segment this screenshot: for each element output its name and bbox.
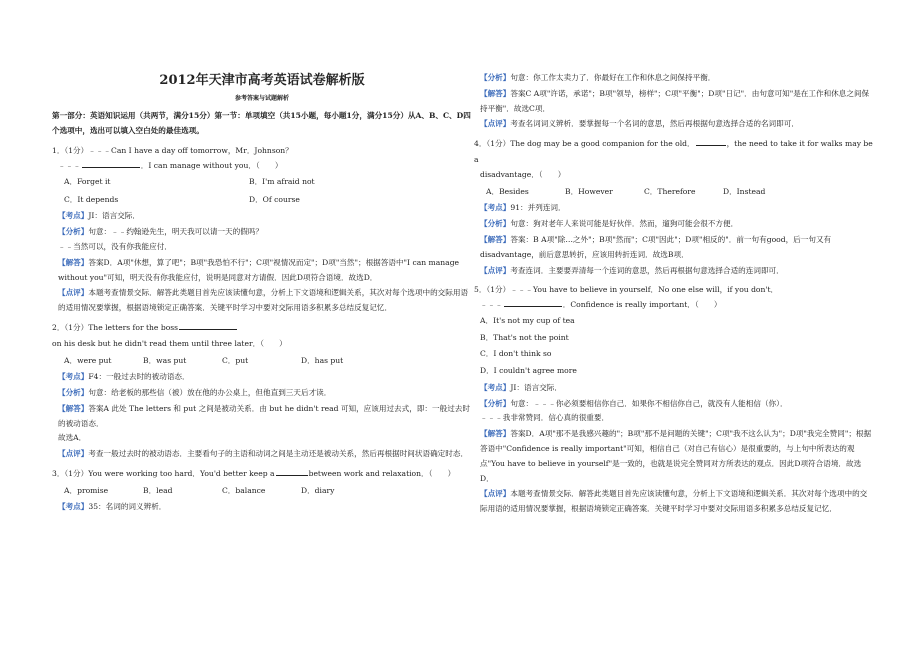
answer-blank bbox=[696, 138, 726, 146]
question-stem: 2．（1分）The letters for the bosson his desk but he didn't read them until three later．（ ） bbox=[52, 322, 287, 348]
kaodian: 【考点】JI：语言交际． bbox=[58, 211, 140, 221]
kaodian: 【考点】F4：一般过去时的被动语态． bbox=[58, 372, 190, 382]
options-row bbox=[52, 352, 472, 369]
question-stem: 3．（1分）You were working too hard．You'd better keep a between work and relaxation．（ ） bbox=[52, 469, 456, 478]
answer-blank bbox=[82, 160, 140, 168]
right-column bbox=[474, 0, 874, 517]
fenxi-tag: 【分析】 bbox=[480, 219, 511, 229]
document-subtitle: 参考答案与试题解析 bbox=[234, 94, 289, 102]
option-c: C．balance bbox=[222, 485, 266, 495]
kaodian: 【考点】JI：语言交际． bbox=[480, 382, 562, 392]
answer-blank bbox=[179, 322, 237, 330]
question-stem: 5．（1分）﹣﹣﹣You have to believe in yourself．No one else will，if you don't． bbox=[474, 285, 779, 295]
option-d: D．I couldn't agree more bbox=[480, 366, 577, 376]
kaodian: 【考点】91：并列连词． bbox=[480, 203, 566, 213]
option-b: B．That's not the point bbox=[480, 332, 569, 342]
option-b: B．I'm afraid not bbox=[249, 177, 315, 187]
options-row bbox=[52, 482, 472, 499]
question-stem-line2: disadvantage．（ ） bbox=[480, 170, 566, 180]
fenxi-line2: ﹣﹣﹣我非常赞同．信心真的很重要． bbox=[480, 413, 610, 423]
fenxi: 【分析】句意：﹣﹣﹣你必须要相信你自己．如果你不相信你自己，就没有人能相信（你）． bbox=[480, 398, 788, 408]
fenxi-tag: 【分析】 bbox=[58, 388, 89, 398]
option-a: A．were put bbox=[64, 355, 112, 365]
fenxi: 【分析】句意：给老板的那些信（被）放在他的办公桌上，但他直到三天后才读． bbox=[58, 388, 332, 398]
dianping: 【点评】本题考查情景交际．解答此类题目首先应该读懂句意，分析上下文语境和逻辑关系，其次对每个选项中的交际用语的适用情况要掌握，根据语境锁定正确答案．关键平时学习中要对交际用语多积累多总结反复记忆． bbox=[58, 288, 469, 313]
answer-blank bbox=[276, 468, 308, 476]
jieda-tag: 【解答】 bbox=[58, 257, 89, 267]
fenxi-tag: 【分析】 bbox=[58, 227, 89, 237]
dianping-tag: 【点评】 bbox=[58, 449, 89, 459]
dianping: 【点评】考查名词词义辨析．要掌握每一个名词的意思，然后再根据句意选择合适的名词即可． bbox=[480, 119, 799, 129]
kaodian-tag: 【考点】 bbox=[480, 382, 511, 392]
fenxi: 【分析】句意：你工作太卖力了．你最好在工作和休息之间保持平衡． bbox=[480, 73, 716, 82]
options-row bbox=[474, 183, 874, 200]
dianping: 【点评】考查一般过去时的被动语态．主要看句子的主语和动词之间是主动还是被动关系，然后再根据时间状语确定时态． bbox=[58, 449, 469, 459]
option-b: B．was put bbox=[143, 355, 187, 365]
jieda: 【解答】答案D．A项"那不是我感兴趣的"；B项"那不是问题的关键"；C项"我不这么认为"；D项"我完全赞同"；根据答语中"Confidence is really important"可知，相信自己（对自己有信心）是很重要的，与上句中所表达的观点"You have to believe in yourself"是一致的，也就是说完全赞同对方所表达的观点．因此D项符合语境．故选D． bbox=[480, 429, 872, 483]
option-d: D．Instead bbox=[723, 186, 766, 196]
option-d: D．diary bbox=[301, 485, 335, 495]
dianping-tag: 【点评】 bbox=[480, 489, 511, 499]
question-5 bbox=[474, 282, 874, 517]
fenxi-tag: 【分析】 bbox=[480, 398, 511, 408]
fenxi: 【分析】句意：﹣﹣约翰逊先生，明天我可以请一天的假吗？ bbox=[58, 227, 264, 237]
fenxi-tag: 【分析】 bbox=[480, 73, 511, 82]
question-1 bbox=[52, 143, 472, 316]
dianping-tag: 【点评】 bbox=[480, 119, 511, 129]
fenxi-line2: ﹣﹣当然可以，没有你我能应付． bbox=[58, 241, 172, 251]
kaodian-tag: 【考点】 bbox=[58, 502, 89, 512]
question-stem-line2: ﹣﹣﹣ ．I can manage without you．（ ） bbox=[58, 160, 283, 170]
jieda: 【解答】答案C A项"许诺，承诺"；B项"领导，榜样"；C项"平衡"；D项"日记"．由句意可知"是在工作和休息之间保持平衡"．故选C项． bbox=[480, 88, 870, 113]
dianping: 【点评】考查连词．主要要弄清每一个连词的意思，然后再根据句意选择合适的连词即可． bbox=[480, 265, 784, 275]
jieda: 【解答】答案：B A项"除…之外"；B项"然而"；C项"因此"；D项"相反的"．前一句有good，后一句又有disadvantage，前后意思转折，应该用转折连词．故选B项． bbox=[480, 234, 832, 259]
fenxi: 【分析】句意：狗对老年人来说可能是好伙伴．然而，遛狗可能会很不方便． bbox=[480, 219, 739, 229]
option-c: C．Therefore bbox=[644, 186, 696, 196]
jieda: 【解答】答案D．A项"休想，算了吧"；B项"我恐怕不行"；C项"视情况而定"；D项"当然"；根据答语中"I can manage without you"可知，明天没有你我能应付，说明是同意对方请假．因此D项符合语境．故选D． bbox=[58, 257, 460, 282]
option-d: D．Of course bbox=[249, 194, 300, 204]
jieda-line2: 故选A． bbox=[58, 433, 87, 443]
document-title: 2012年天津市高考英语试卷解析版 bbox=[159, 73, 365, 88]
jieda-tag: 【解答】 bbox=[480, 429, 511, 439]
options-row bbox=[52, 191, 472, 208]
kaodian-tag: 【考点】 bbox=[480, 203, 511, 213]
kaodian: 【考点】35：名词的词义辨析． bbox=[58, 502, 167, 512]
answer-blank bbox=[504, 299, 562, 307]
part-instructions: 第一部分：英语知识运用（共两节，满分15分）第一节：单项填空（共15小题，每小题1分，满分15分）从A、B、C、D四个选项中，选出可以填入空白处的最佳选项。 bbox=[52, 111, 471, 135]
question-2 bbox=[52, 320, 472, 462]
option-c: C．It depends bbox=[64, 194, 119, 204]
jieda-tag: 【解答】 bbox=[58, 403, 89, 413]
question-stem: 4．（1分）The dog may be a good companion for the old． ，the need to take it for walks may be a bbox=[474, 139, 873, 165]
question-3 bbox=[52, 466, 472, 515]
option-d: D．has put bbox=[301, 355, 344, 365]
question-3-continued bbox=[474, 71, 874, 132]
option-a: A．promise bbox=[64, 485, 109, 495]
kaodian-tag: 【考点】 bbox=[58, 211, 89, 221]
option-c: C．put bbox=[222, 355, 249, 365]
question-stem-line2: ﹣﹣﹣ ．Confidence is really important．（ ） bbox=[480, 300, 722, 310]
jieda: 【解答】答案A 此处 The letters 和 put 之间是被动关系．由 but he didn't read 可知，应该用过去式，即：一般过去时的被动语态． bbox=[58, 403, 470, 428]
option-a: A．Besides bbox=[486, 186, 529, 196]
kaodian-tag: 【考点】 bbox=[58, 372, 89, 382]
jieda-tag: 【解答】 bbox=[480, 88, 511, 98]
option-b: B．lead bbox=[143, 485, 173, 495]
dianping: 【点评】本题考查情景交际．解答此类题目首先应该读懂句意，分析上下文语境和逻辑关系．其次对每个选项中的交际用语的适用情况要掌握，根据语境锁定正确答案．关键平时学习中要对交际用语多积累多总结反复记忆． bbox=[480, 489, 868, 514]
option-a: A．Forget it bbox=[64, 177, 111, 187]
jieda-tag: 【解答】 bbox=[480, 234, 511, 244]
question-4 bbox=[474, 136, 874, 278]
option-a: A．It's not my cup of tea bbox=[480, 316, 575, 326]
dianping-tag: 【点评】 bbox=[58, 288, 89, 298]
options-row bbox=[52, 173, 472, 190]
option-c: C．I don't think so bbox=[480, 349, 552, 359]
question-stem: 1．（1分）﹣﹣﹣Can I have a day off tomorrow，Mr．Johnson？ bbox=[52, 145, 293, 155]
left-column bbox=[52, 0, 472, 515]
dianping-tag: 【点评】 bbox=[480, 265, 511, 275]
option-b: B．However bbox=[565, 186, 613, 196]
